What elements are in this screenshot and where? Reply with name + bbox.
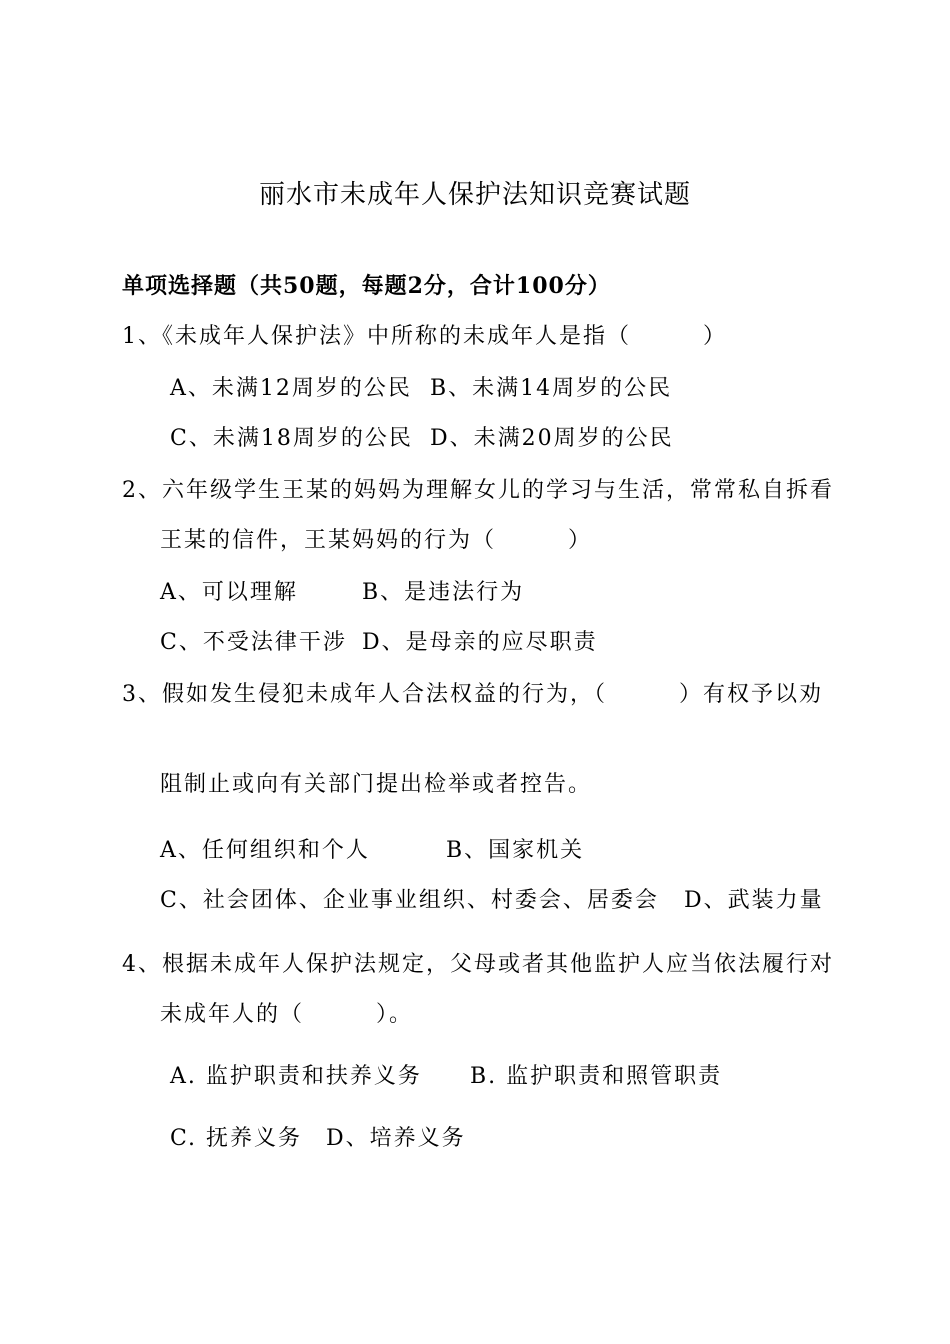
question-3-stem-line-1: 3、假如发生侵犯未成年人合法权益的行为，（ ）有权予以劝 [122,682,823,707]
question-4-stem-line-2: 未成年人的（ ）。 [160,1002,414,1027]
question-2-stem-line-2: 王某的信件，王某妈妈的行为（ ） [160,528,593,553]
question-4-stem-line-1: 4、根据未成年人保护法规定，父母或者其他监护人应当依法履行对 [122,952,834,977]
question-3-option-b: B、国家机关 [446,838,585,863]
question-1-option-d: D、未满20周岁的公民 [430,426,674,451]
question-1-option-b: B、未满14周岁的公民 [430,376,673,401]
question-3-option-c: C、社会团体、企业事业组织、村委会、居委会 [160,888,659,913]
question-2-option-c: C、不受法律干涉 [160,630,347,655]
question-1-stem-line-1: 1、《未成年人保护法》中所称的未成年人是指（ ） [122,324,727,349]
question-1-option-a: A、未满12周岁的公民 [170,376,412,401]
question-4-option-b: B. 监护职责和照管职责 [470,1064,723,1089]
question-3-option-a: A、任何组织和个人 [160,838,370,863]
question-2-option-d: D、是母亲的应尽职责 [362,630,598,655]
question-4-option-d: D、培养义务 [326,1126,466,1151]
question-3-stem-line-2: 阻制止或向有关部门提出检举或者控告。 [160,772,593,797]
question-2-option-b: B、是违法行为 [362,580,525,605]
question-4-option-a: A. 监护职责和扶养义务 [170,1064,422,1089]
question-3-option-d: D、武装力量 [684,888,824,913]
question-4-option-c: C. 抚养义务 [170,1126,303,1151]
question-2-option-a: A、可以理解 [160,580,298,605]
question-2-stem-line-1: 2、六年级学生王某的妈妈为理解女儿的学习与生活，常常私自拆看 [122,478,834,503]
question-1-option-c: C、未满18周岁的公民 [170,426,413,451]
section-heading: 单项选择题（共50题，每题2分，合计100分） [122,273,611,299]
document-title: 丽水市未成年人保护法知识竞赛试题 [258,180,691,210]
